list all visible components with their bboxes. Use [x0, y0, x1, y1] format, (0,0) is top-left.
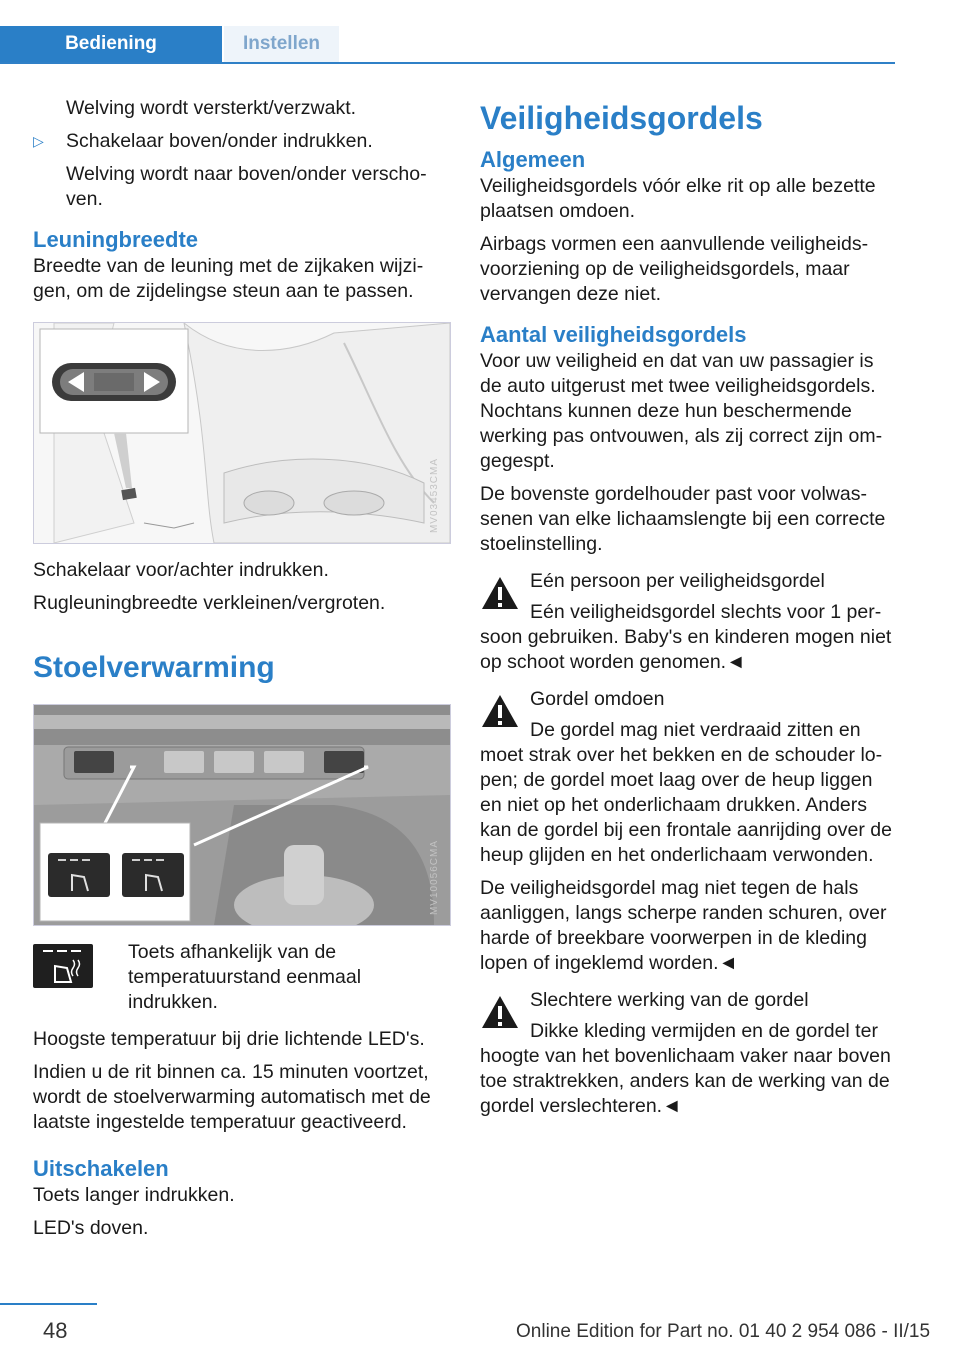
text-hals: De veiligheidsgordel mag niet tegen de hals aanliggen, langs scherpe randen schuren, over harde of breekbare voorwerpen in de kleding lopen of ingeklemd worden.◄ [480, 877, 887, 974]
text-rugleuning: Rugleuningbreedte verkleinen/vergroten. [33, 592, 386, 614]
text-leuningbreedte: Breedte van de leuning met de zijkaken wijzigen, om de zijdelingse steun aan te passen. [33, 255, 424, 302]
seat-heating-icon [33, 944, 93, 988]
text-hoogste: Hoogste temperatuur bij drie lichtende LED's. [33, 1028, 425, 1050]
bullet-text: Schakelaar boven/onder indrukken. [66, 130, 373, 152]
left-column [33, 96, 451, 1249]
text-aantal-1: Voor uw veiligheid en dat van uw passagier is de auto uitgerust met twee veiligheidsgordels. Nochtans kunnen deze hun beschermende werking pas ontvouwen, als zij correct zijn omgegespt. [480, 350, 883, 472]
right-column [480, 96, 898, 1127]
warning-title: Gordel omdoen [530, 688, 665, 710]
text-toets: Toets afhankelijk van de temperatuurstand eenmaal indrukken. [128, 941, 362, 1013]
text-langer: Toets langer indrukken. [33, 1184, 235, 1206]
seat-heating-instruction [33, 940, 451, 1015]
tab-instellen[interactable]: Instellen [224, 26, 339, 62]
figure-code: MV03453CMA [429, 457, 440, 533]
console-illustration [34, 705, 450, 925]
seat-illustration [34, 323, 450, 543]
warning-body: De gordel mag niet verdraaid zitten en moet strak over het bekken en de schouder lopen; de gordel moet laag over de heup liggen en niet op het onderlichaam drukken. Anders kan de gordel bij een frontale aanrijding over de heup glijden en het onderlichaam verwonden. [480, 719, 892, 866]
warning-title: Slechtere werking van de gordel [530, 989, 809, 1011]
heading-stoelverwarming: Stoelverwarming [33, 651, 275, 684]
footer-edition: Online Edition for Part no. 01 40 2 954 086 - II/15 [516, 1321, 931, 1342]
text-leds: LED's doven. [33, 1217, 149, 1239]
footer-divider [0, 1303, 97, 1305]
warning-icon [480, 575, 520, 611]
triangle-bullet-icon: ▷ [33, 133, 44, 149]
figure-seat-width-switch [33, 322, 451, 544]
text-voor-achter: Schakelaar voor/achter indrukken. [33, 559, 329, 581]
heading-aantal: Aantal veiligheidsgordels [480, 322, 747, 347]
text-aantal-2: De bovenste gordelhouder past voor volwassenen van elke lichaamslengte bij een correcte stoelinstelling. [480, 483, 886, 555]
warning-slechtere-werking [480, 988, 898, 1119]
text-verschoven: Welving wordt naar boven/onder verschoven. [66, 163, 427, 210]
figure-code: MV10056CMA [429, 839, 440, 915]
bullet-boven-onder [33, 129, 451, 154]
text-algemeen-2: Airbags vormen een aanvullende veiligheidsvoorziening op de veiligheidsgordels, maar vervangen deze niet. [480, 233, 869, 305]
heading-veiligheidsgordels: Veiligheidsgordels [480, 100, 763, 136]
warning-body: Eén veiligheidsgordel slechts voor 1 persoon gebruiken. Baby's en kinderen mogen niet op schoot worden genomen.◄ [480, 601, 892, 673]
tab-bediening[interactable]: Bediening [0, 26, 222, 62]
warning-icon [480, 693, 520, 729]
header-tabs [0, 26, 895, 64]
text-algemeen-1: Veiligheidsgordels vóór elke rit op alle bezette plaatsen omdoen. [480, 175, 876, 222]
heading-leuningbreedte: Leuningbreedte [33, 227, 199, 252]
warning-title: Eén persoon per veiligheidsgordel [530, 570, 825, 592]
text-versterkt: Welving wordt versterkt/verzwakt. [66, 97, 357, 119]
heading-uitschakelen: Uitschakelen [33, 1156, 169, 1181]
figure-seat-heating-buttons [33, 704, 451, 926]
warning-one-person [480, 569, 898, 675]
text-indien: Indien u de rit binnen ca. 15 minuten voortzet, wordt de stoelverwarming automatisch met de laatste ingestelde temperatuur geactiveerd. [33, 1061, 431, 1133]
warning-body: Dikke kleding vermijden en de gordel ter hoogte van het bovenlichaam vaker naar boven toe straktrekken, anders kan de werking van de gordel verslechteren.◄ [480, 1020, 891, 1117]
warning-icon [480, 994, 520, 1030]
heading-algemeen: Algemeen [480, 147, 586, 172]
page-number: 48 [43, 1318, 68, 1343]
warning-gordel-omdoen [480, 687, 898, 868]
